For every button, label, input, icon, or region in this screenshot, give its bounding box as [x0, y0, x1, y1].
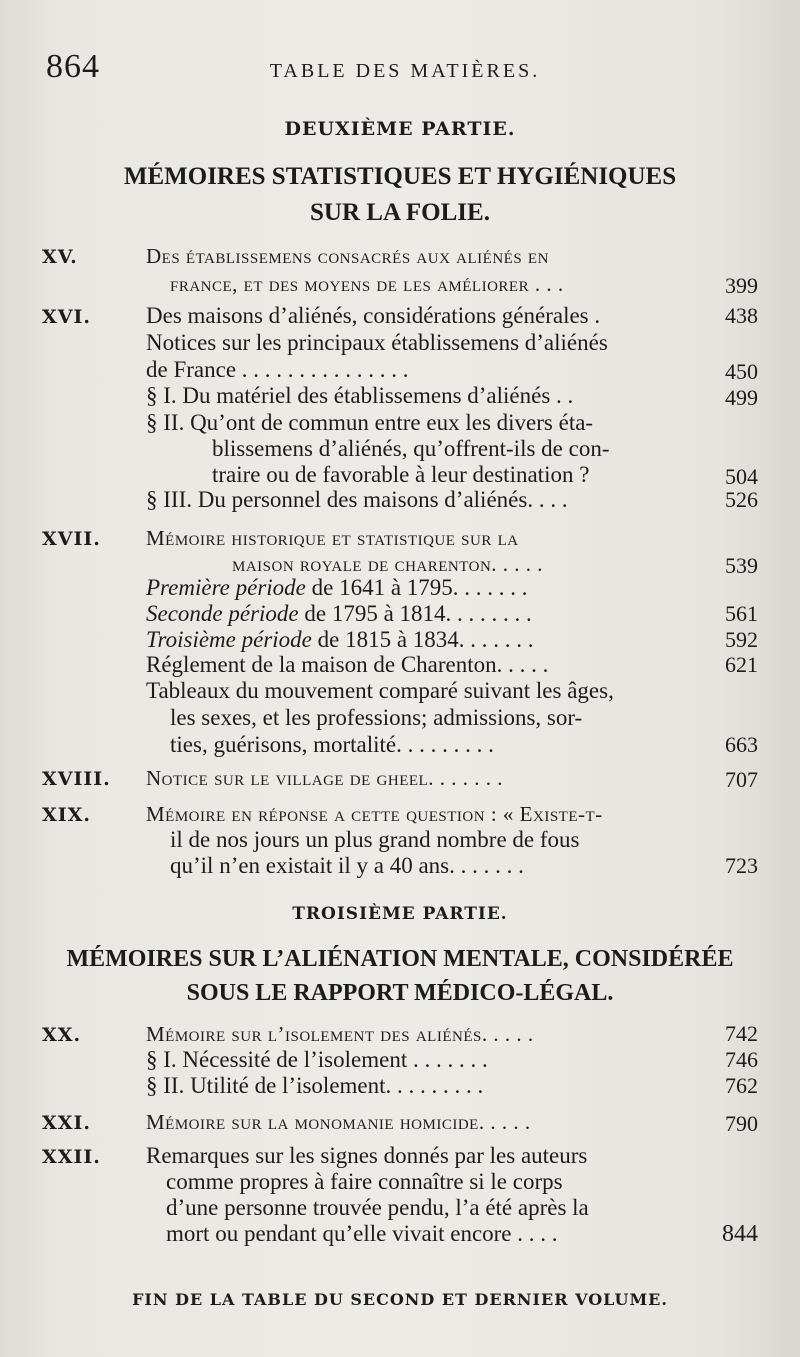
entry-title-line: mort ou pendant qu’elle vivait encore . . . .	[166, 1221, 558, 1246]
entry-title-line: Mémoire en réponse a cette question : « Existe-t-	[146, 802, 603, 826]
subsection-line: blissemens d’aliénés, qu’offrent-ils de con-	[212, 436, 610, 461]
period-line	[146, 574, 528, 602]
entry-page-ref: 844	[722, 1221, 758, 1247]
entry-title-line: Des établissemens consacrés aux aliénés en	[146, 244, 549, 268]
entry-title-line: Des maisons d’aliénés, considérations générales .	[146, 303, 601, 328]
period-dates: de 1795 à 1814. . . . . . . .	[298, 601, 532, 626]
entry-title-line: Tableaux du mouvement comparé suivant les âges,	[146, 678, 614, 703]
entry-title-line: d’une personne trouvée pendu, l’a été après la	[166, 1195, 589, 1220]
entry-page-ref: 399	[725, 273, 758, 298]
entry-page-ref: 438	[725, 303, 758, 328]
part-three-label: TROISIÈME PARTIE.	[292, 904, 508, 924]
entry-page-ref: 621	[725, 652, 758, 677]
entry-title-line: Mémoire sur l’isolement des aliénés. . . . .	[146, 1022, 534, 1046]
period-line	[146, 600, 532, 628]
page-number: 864	[46, 48, 100, 85]
entry-page-ref: 561	[725, 601, 758, 626]
entry-page-ref: 592	[725, 627, 758, 652]
entry-title-line: il de nos jours un plus grand nombre de fous	[170, 827, 580, 852]
part-two-title-line1: MÉMOIRES STATISTIQUES ET HYGIÉNIQUES	[123, 163, 677, 190]
period-dates: de 1641 à 1795. . . . . . .	[305, 575, 528, 600]
entry-page-ref: 762	[725, 1073, 758, 1098]
entry-numeral: XX.	[42, 1024, 82, 1046]
entry-title-line: les sexes, et les professions; admissions, sor-	[170, 705, 583, 730]
period-label: Troisième période	[146, 627, 312, 652]
period-dates: de 1815 à 1834. . . . . . .	[311, 627, 534, 652]
entry-page-ref: 742	[725, 1021, 758, 1046]
entry-page-ref: 526	[725, 487, 758, 512]
entry-title-line: Mémoire historique et statistique sur la	[146, 526, 519, 550]
entry-page-ref: 723	[725, 853, 758, 878]
page-header	[46, 48, 764, 88]
entry-numeral: XV.	[42, 246, 78, 268]
part-three-title-line2: SOUS LE RAPPORT MÉDICO-LÉGAL.	[186, 980, 614, 1006]
entry-title-line: qu’il n’en existait il y a 40 ans. . . . . . .	[170, 853, 524, 878]
entry-numeral: XXII.	[42, 1146, 101, 1168]
period-label: Seconde période	[146, 601, 299, 626]
entry-title-line: Remarques sur les signes donnés par les auteurs	[146, 1143, 588, 1168]
period-line	[146, 626, 534, 654]
entry-numeral: XXI.	[42, 1112, 91, 1134]
entry-title-line: Notice sur le village de gheel. . . . . . .	[146, 766, 503, 790]
entry-title-line: comme propres à faire connaître si le corps	[166, 1169, 563, 1194]
entry-title-line: ties, guérisons, mortalité. . . . . . . . .	[170, 732, 494, 757]
entry-page-ref: 707	[725, 767, 758, 792]
entry-page-ref: 790	[725, 1111, 758, 1136]
entry-title-line: de France . . . . . . . . . . . . . . .	[146, 357, 409, 382]
entry-page-ref: 746	[725, 1047, 758, 1072]
period-label: Première période	[146, 575, 306, 600]
entry-title-line: france, et des moyens de les améliorer . . .	[170, 272, 564, 296]
end-of-table-note: FIN DE LA TABLE DU SECOND ET DERNIER VOLUME.	[132, 1290, 668, 1309]
entry-title-line: Notices sur les principaux établissemens d’aliénés	[146, 330, 608, 355]
entry-page-ref: 504	[725, 464, 758, 489]
entry-numeral: XVIII.	[42, 768, 111, 790]
entry-title-line: Réglement de la maison de Charenton. . . . .	[146, 652, 549, 677]
entry-numeral: XVI.	[42, 306, 91, 328]
subsection-line: § I. Nécessité de l’isolement . . . . . . .	[146, 1047, 488, 1072]
part-two-label: DEUXIÈME PARTIE.	[284, 118, 516, 140]
subsection-line: § III. Du personnel des maisons d’aliénés. . . .	[146, 487, 568, 512]
subsection-line: § I. Du matériel des établissemens d’aliénés . .	[146, 383, 574, 408]
entry-page-ref: 539	[725, 553, 758, 578]
entry-title-line: Mémoire sur la monomanie homicide. . . . .	[146, 1110, 531, 1134]
entry-page-ref: 499	[725, 385, 758, 410]
subsection-line: § II. Qu’ont de commun entre eux les divers éta-	[146, 410, 594, 435]
entry-page-ref: 450	[725, 359, 758, 384]
entry-numeral: XVII.	[42, 528, 101, 550]
entry-page-ref: 663	[725, 732, 758, 757]
part-two-title-line2: SUR LA FOLIE.	[310, 199, 490, 226]
running-title: TABLE DES MATIÈRES.	[269, 60, 541, 82]
subsection-line: § II. Utilité de l’isolement. . . . . . . . .	[146, 1073, 484, 1098]
entry-numeral: XIX.	[42, 804, 91, 826]
entry-title-line: maison royale de charenton. . . . .	[232, 552, 544, 576]
subsection-line: traire ou de favorable à leur destination ?	[212, 462, 590, 487]
part-three-title-line1: MÉMOIRES SUR L’ALIÉNATION MENTALE, CONSIDÉRÉE	[66, 946, 734, 972]
